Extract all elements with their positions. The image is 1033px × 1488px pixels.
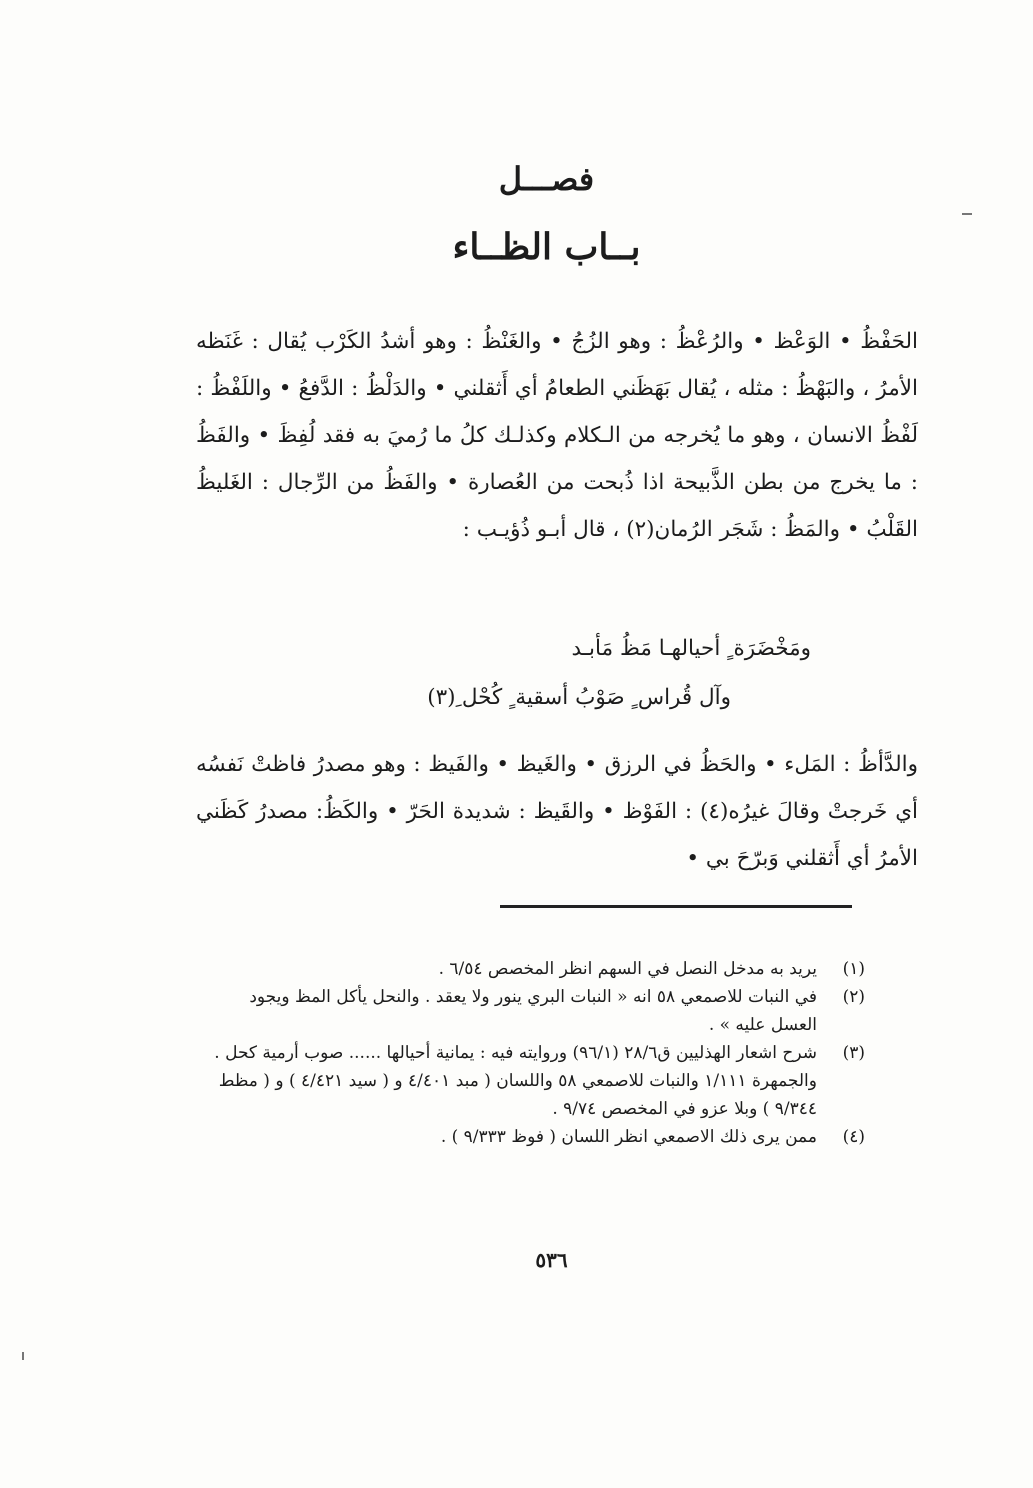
scan-speck: [22, 1352, 24, 1360]
footnote-4: [200, 1123, 865, 1151]
footnote-text: شرح اشعار الهذليين ق٢٨/٦ (٩٦/١) وروايته فيه : يمانية أحيالها ...... صوب أرمية كحل . والجمهرة ١/١١١ والنبات للاصمعي ٥٨ واللسان ( مبد ٤/٤٠١ و ( سيد ٤/٤٢١ ) و ( مظط ٩/٣٤٤ ) وبلا عزو في المخصص ٩/٧٤ .: [214, 1043, 817, 1119]
footnote-divider: [500, 905, 852, 908]
page-number: ٥٣٦: [535, 1248, 568, 1272]
footnote-text: في النبات للاصمعي ٥٨ انه « النبات البري ينور ولا يعقد . والنحل يأكل المظ ويجود العسل عليه » .: [249, 987, 817, 1035]
footnote-number: (٢): [842, 987, 865, 1007]
footnote-number: (٤): [842, 1127, 865, 1147]
footnote-2: [200, 983, 865, 1039]
chapter-heading: بــاب الظــاء: [452, 226, 641, 268]
footnote-number: (١): [842, 959, 865, 979]
footnote-text: ممن يرى ذلك الاصمعي انظر اللسان ( فوظ ٩/٣٣٣ ) .: [440, 1127, 817, 1147]
verse-line-2: وآل قُراس ٍ صَوْبُ أسقية ٍ كُحْل ِ(٣): [427, 685, 731, 710]
scan-speck: [962, 213, 972, 215]
paragraph-1: الحَفْظُ • الوَعْظ • والرُعْظُ : وهو الزُجُ • والغَنْظُ : وهو أشدُ الكَرْب يُقال : غَنَظه الأمرُ ، والبَهْظُ : مثله ، يُقال بَهَظَني الطعامُ أي أَثقلني • والدَلْظُ : الدَّفعُ • واللَفْظُ : لَفْظُ الانسان ، وهو ما يُخرجه من الـكلام وكذلـك كلُ ما رُميَ به فقد لُفِظَ • والفَظُ : ما يخرج من بطن الذَّبيحة اذا ذُبحت من العُصارة • والفَظُ من الرِّجال : الغَليظُ القَلْبُ • والمَظُ : شَجَر الرُمان(٢) ، قال أبـو ذُؤيـب :: [196, 329, 918, 542]
footnote-1: [200, 955, 865, 983]
paragraph-2: والدَّأظُ : المَلء • والحَظُ في الرزق • والغَيظ • والفَيظ : وهو مصدرُ فاظتْ نَفسُه أي خَرجتْ وقالَ غيرُه(٤) : الفَوْظ • والقَيظ : شديدة الحَرّ • والكَظُ: مصدرُ كَظَني الأمرُ أي أَثقلني وَبرّحَ بي •: [196, 752, 918, 871]
footnotes: [200, 955, 865, 1151]
footnote-text: يريد به مدخل النصل في السهم انظر المخصص ٦/٥٤ .: [438, 959, 817, 979]
footnote-number: (٣): [842, 1043, 865, 1063]
verse-line-1: ومَخْضَرَة ٍ أحيالهـا مَظُ مَأبـد: [571, 636, 811, 661]
section-heading: فصـــل: [498, 160, 595, 198]
footnote-3: [200, 1039, 865, 1123]
